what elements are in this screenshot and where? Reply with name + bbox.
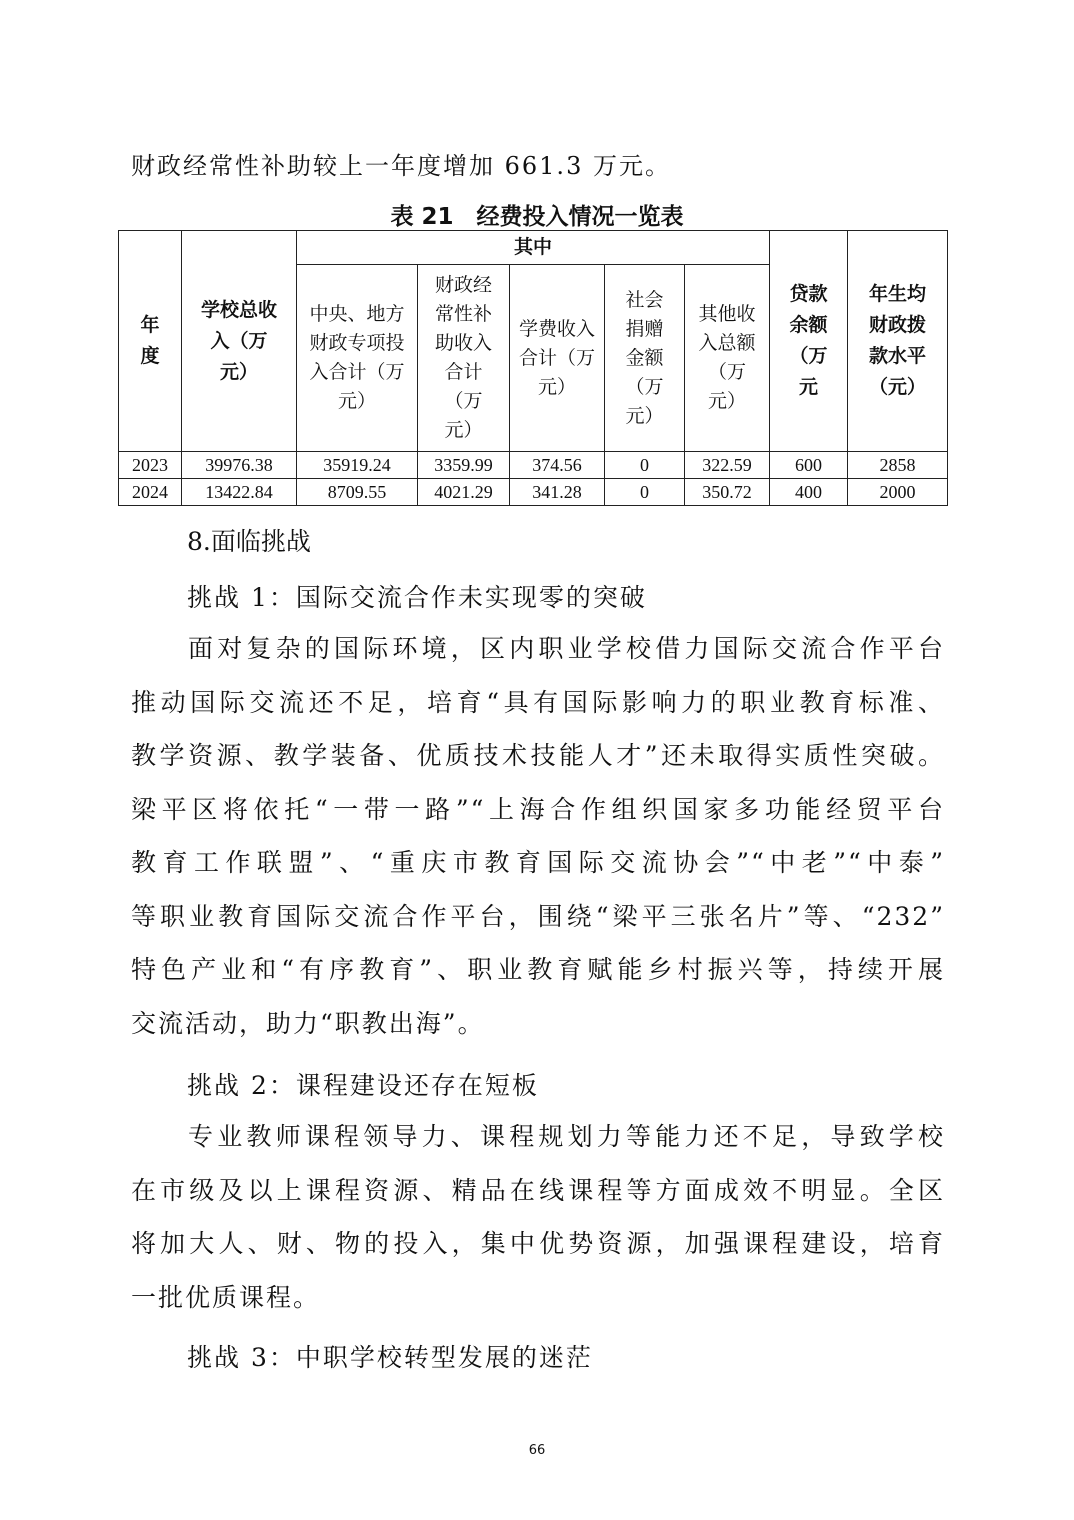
table-cell: 0 bbox=[605, 479, 685, 506]
table-row bbox=[119, 452, 948, 479]
table-cell: 35919.24 bbox=[297, 452, 418, 479]
table-cell: 400 bbox=[770, 479, 848, 506]
challenge-1-title: 挑战 1：国际交流合作未实现零的突破 bbox=[187, 583, 647, 612]
paragraph-line: 教学资源、教学装备、优质技术技能人才”还未取得实质性突破。 bbox=[131, 741, 945, 770]
paragraph-line: 将加大人、财、物的投入，集中优势资源，加强课程建设，培育 bbox=[131, 1229, 945, 1258]
subheader-regular-subsidy: 财政经常性补助收入合计（万元） bbox=[418, 265, 510, 452]
paragraph-line: 教育工作联盟”、“重庆市教育国际交流协会”“中老”“中泰” bbox=[131, 848, 945, 877]
table-row bbox=[119, 479, 948, 506]
subheader-special-funds: 中央、地方财政专项投入合计（万元） bbox=[297, 265, 418, 452]
paragraph-line: 面对复杂的国际环境，区内职业学校借力国际交流合作平台 bbox=[188, 634, 945, 663]
table-cell: 2000 bbox=[848, 479, 948, 506]
paragraph-line: 推动国际交流还不足，培育“具有国际影响力的职业教育标准、 bbox=[131, 687, 945, 717]
table-cell: 4021.29 bbox=[418, 479, 510, 506]
funding-table bbox=[118, 230, 948, 506]
section-title: 8.面临挑战 bbox=[187, 527, 311, 556]
table-cell: 600 bbox=[770, 452, 848, 479]
intro-paragraph: 财政经常性补助较上一年度增加 661.3 万元。 bbox=[131, 152, 671, 180]
table-cell: 39976.38 bbox=[182, 452, 297, 479]
header-loan-balance: 贷款余额（万元 bbox=[770, 231, 848, 452]
table-cell: 322.59 bbox=[685, 452, 770, 479]
table-cell: 350.72 bbox=[685, 479, 770, 506]
page-number: 66 bbox=[528, 1443, 546, 1458]
paragraph-line: 在市级及以上课程资源、精品在线课程等方面成效不明显。全区 bbox=[131, 1175, 945, 1205]
table-cell: 2024 bbox=[119, 479, 182, 506]
challenge-3-title: 挑战 3：中职学校转型发展的迷茫 bbox=[187, 1343, 593, 1372]
table-cell: 13422.84 bbox=[182, 479, 297, 506]
table-cell: 3359.99 bbox=[418, 452, 510, 479]
paragraph-line: 等职业教育国际交流合作平台，围绕“梁平三张名片”等、“232” bbox=[131, 901, 945, 931]
table-cell: 2858 bbox=[848, 452, 948, 479]
table-caption: 表 21 经费投入情况一览表 bbox=[390, 204, 684, 230]
header-among: 其中 bbox=[297, 231, 770, 265]
challenge-1-paragraph bbox=[131, 622, 945, 1050]
table-cell: 374.56 bbox=[510, 452, 605, 479]
table-cell: 8709.55 bbox=[297, 479, 418, 506]
table-cell: 341.28 bbox=[510, 479, 605, 506]
paragraph-line: 梁平区将依托“一带一路”“上海合作组织国家多功能经贸平台 bbox=[131, 794, 945, 824]
header-per-student-funding: 年生均财政拨款水平（元） bbox=[848, 231, 948, 452]
paragraph-line: 专业教师课程领导力、课程规划力等能力还不足，导致学校 bbox=[188, 1122, 945, 1151]
paragraph-line: 特色产业和“有序教育”、职业教育赋能乡村振兴等，持续开展 bbox=[131, 955, 945, 984]
subheader-other-income: 其他收入总额（万元） bbox=[685, 265, 770, 452]
paragraph-line: 一批优质课程。 bbox=[131, 1282, 321, 1312]
challenge-2-paragraph bbox=[131, 1110, 945, 1324]
subheader-donations: 社会捐赠金额（万元） bbox=[605, 265, 685, 452]
header-year: 年度 bbox=[119, 231, 182, 452]
table-cell: 0 bbox=[605, 452, 685, 479]
table-cell: 2023 bbox=[119, 452, 182, 479]
challenge-2-title: 挑战 2：课程建设还存在短板 bbox=[187, 1071, 539, 1100]
subheader-tuition: 学费收入合计（万元） bbox=[510, 265, 605, 452]
paragraph-line: 交流活动，助力“职教出海”。 bbox=[131, 1008, 485, 1038]
header-total-income: 学校总收入（万元） bbox=[182, 231, 297, 452]
